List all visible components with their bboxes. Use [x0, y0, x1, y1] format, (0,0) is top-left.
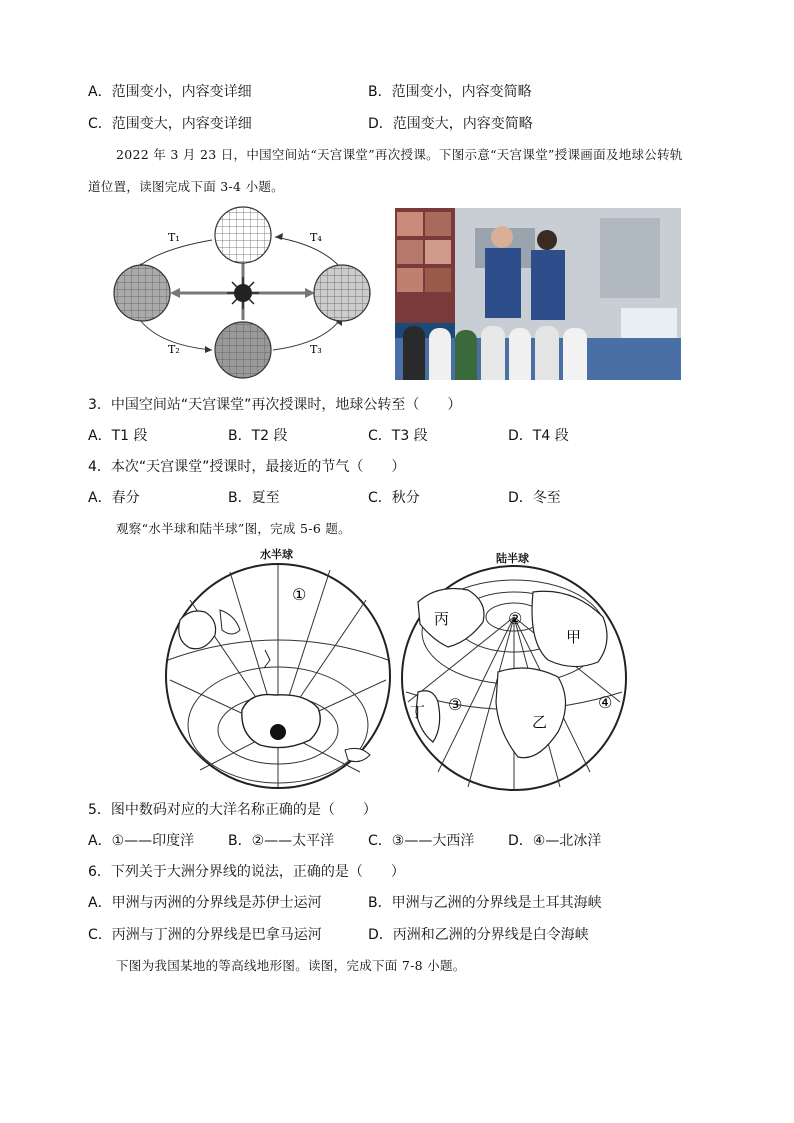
orbit-label-t1: T₁ — [168, 231, 180, 244]
q4-option-c: C．秋分 — [368, 490, 420, 506]
tiangong-classroom-photo — [395, 208, 681, 380]
intro-56: 观察“水半球和陆半球”图，完成 5-6 题。 — [116, 521, 351, 536]
orbit-label-t4: T₄ — [310, 231, 322, 244]
orbit-label-t3: T₃ — [310, 343, 322, 356]
q5-option-d: D．④—北冰洋 — [508, 833, 602, 849]
region-ding: 丁 — [410, 703, 426, 721]
q5-option-a: A．①——印度洋 — [88, 833, 195, 849]
globe-bottom-icon — [215, 322, 271, 378]
q3-option-c: C．T3 段 — [368, 428, 428, 444]
intro-34-line1: 2022 年 3 月 23 日，中国空间站“天宫课堂”再次授课。下图示意“天宫课堂”授课画面及地球公转轨 — [116, 147, 683, 162]
q2-option-b: B．范围变小，内容变简略 — [368, 84, 532, 100]
globe-top-icon — [215, 207, 271, 263]
marker-3: ③ — [448, 695, 463, 714]
earth-orbit-diagram — [110, 205, 375, 380]
q4-option-a: A．春分 — [88, 490, 140, 506]
region-bing: 丙 — [434, 610, 450, 628]
q5-stem: 5．图中数码对应的大洋名称正确的是（ ） — [88, 802, 377, 818]
q2-option-a: A．范围变小，内容变详细 — [88, 84, 252, 100]
q4-option-d: D．冬至 — [508, 490, 561, 506]
q3-option-d: D．T4 段 — [508, 428, 569, 444]
region-jia: 甲 — [566, 628, 582, 646]
marker-2: ② — [508, 609, 523, 628]
astronaut-figure-2 — [531, 250, 565, 320]
water-hemisphere-map — [160, 560, 396, 792]
astronaut-figure-1 — [485, 248, 521, 318]
q3-stem: 3．中国空间站“天宫课堂”再次授课时，地球公转至（ ） — [88, 397, 462, 413]
region-yi: 乙 — [532, 713, 548, 731]
q5-option-c: C．③——大西洋 — [368, 833, 475, 849]
marker-4: ④ — [598, 693, 613, 712]
globe-left-icon — [114, 265, 170, 321]
marker-1: ① — [292, 585, 307, 604]
q3-option-b: B．T2 段 — [228, 428, 288, 444]
intro-34-line2: 道位置，读图完成下面 3-4 小题。 — [88, 179, 284, 194]
land-hemisphere-title: 陆半球 — [496, 552, 529, 565]
q6-option-d: D．丙洲和乙洲的分界线是白令海峡 — [368, 927, 589, 943]
sun-icon — [227, 277, 259, 309]
q6-option-c: C．丙洲与丁洲的分界线是巴拿马运河 — [88, 927, 322, 943]
q6-option-b: B．甲洲与乙洲的分界线是土耳其海峡 — [368, 895, 602, 911]
q6-stem: 6．下列关于大洲分界线的说法，正确的是（ ） — [88, 864, 405, 880]
orbit-label-t2: T₂ — [168, 343, 180, 356]
intro-78: 下图为我国某地的等高线地形图。读图，完成下面 7-8 小题。 — [116, 958, 466, 973]
globe-right-icon — [314, 265, 370, 321]
q2-option-d: D．范围变大，内容变简略 — [368, 116, 533, 132]
land-hemisphere-map — [398, 562, 630, 794]
q4-stem: 4．本次“天宫课堂”授课时，最接近的节气（ ） — [88, 459, 406, 475]
q3-option-a: A．T1 段 — [88, 428, 148, 444]
q5-option-b: B．②——太平洋 — [228, 833, 335, 849]
q4-option-b: B．夏至 — [228, 490, 280, 506]
q6-option-a: A．甲洲与丙洲的分界线是苏伊士运河 — [88, 895, 322, 911]
q2-option-c: C．范围变大，内容变详细 — [88, 116, 252, 132]
water-hemisphere-title: 水半球 — [260, 548, 293, 561]
